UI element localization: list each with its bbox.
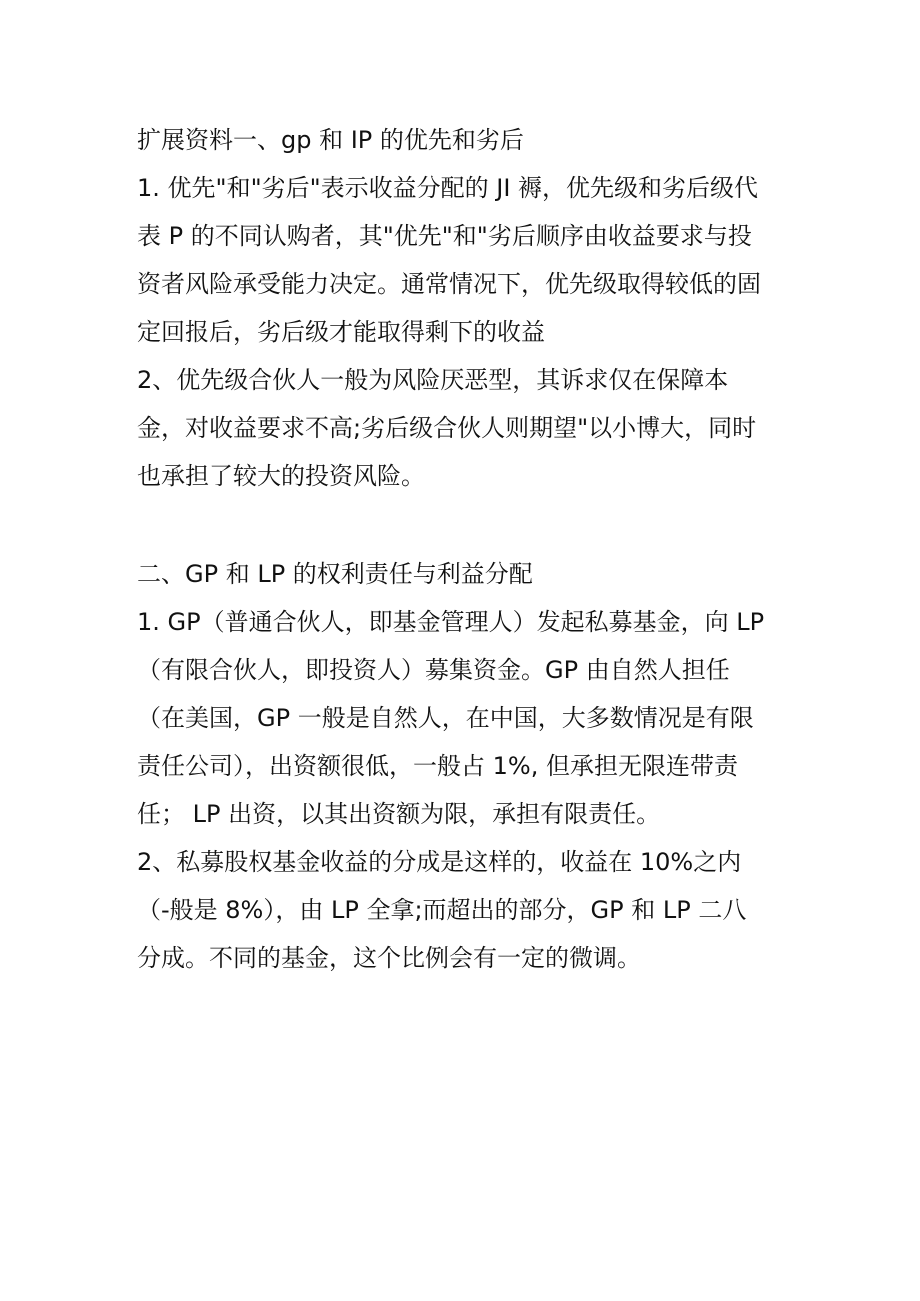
section-2-line-5: 任； LP 出资，以其出资额为限，承担有限责任。 xyxy=(137,800,661,828)
section-1-line-3: 资者风险承受能力决定。通常情况下，优先级取得较低的固 xyxy=(137,270,761,298)
section-2-line-7: （-般是 8%），由 LP 全拿;而超出的部分，GP 和 LP 二八 xyxy=(137,896,747,924)
section-2-line-3: （在美国，GP 一般是自然人，在中国，大多数情况是有限 xyxy=(137,704,754,732)
section-1-line-2: 表 P 的不同认购者，其"优先"和"劣后顺序由收益要求与投 xyxy=(137,222,752,250)
section-2-line-2: （有限合伙人，即投资人）募集资金。GP 由自然人担任 xyxy=(137,656,730,684)
section-2-line-4: 责任公司），出资额很低，一般占 1%, 但承担无限连带责 xyxy=(137,752,738,780)
section-1-line-7: 也承担了较大的投资风险。 xyxy=(137,462,425,490)
section-2-line-6: 2、私募股权基金收益的分成是这样的，收益在 10%之内 xyxy=(137,848,742,876)
section-1-line-5: 2、优先级合伙人一般为风险厌恶型，其诉求仅在保障本 xyxy=(137,366,729,394)
section-2-line-1: 1. GP（普通合伙人，即基金管理人）发起私募基金，向 LP xyxy=(137,608,765,636)
section-2-title: 二、GP 和 LP 的权利责任与利益分配 xyxy=(137,560,533,588)
section-1-line-6: 金，对收益要求不高;劣后级合伙人则期望"以小博大，同时 xyxy=(137,414,757,442)
section-1-line-4: 定回报后，劣后级才能取得剩下的收益 xyxy=(137,318,545,346)
section-1-line-1: 1. 优先"和"劣后"表示收益分配的 JI 褥，优先级和劣后级代 xyxy=(137,174,759,202)
section-2-line-8: 分成。不同的基金，这个比例会有一定的微调。 xyxy=(137,944,641,972)
section-1-title: 扩展资料一、gp 和 IP 的优先和劣后 xyxy=(137,126,524,154)
